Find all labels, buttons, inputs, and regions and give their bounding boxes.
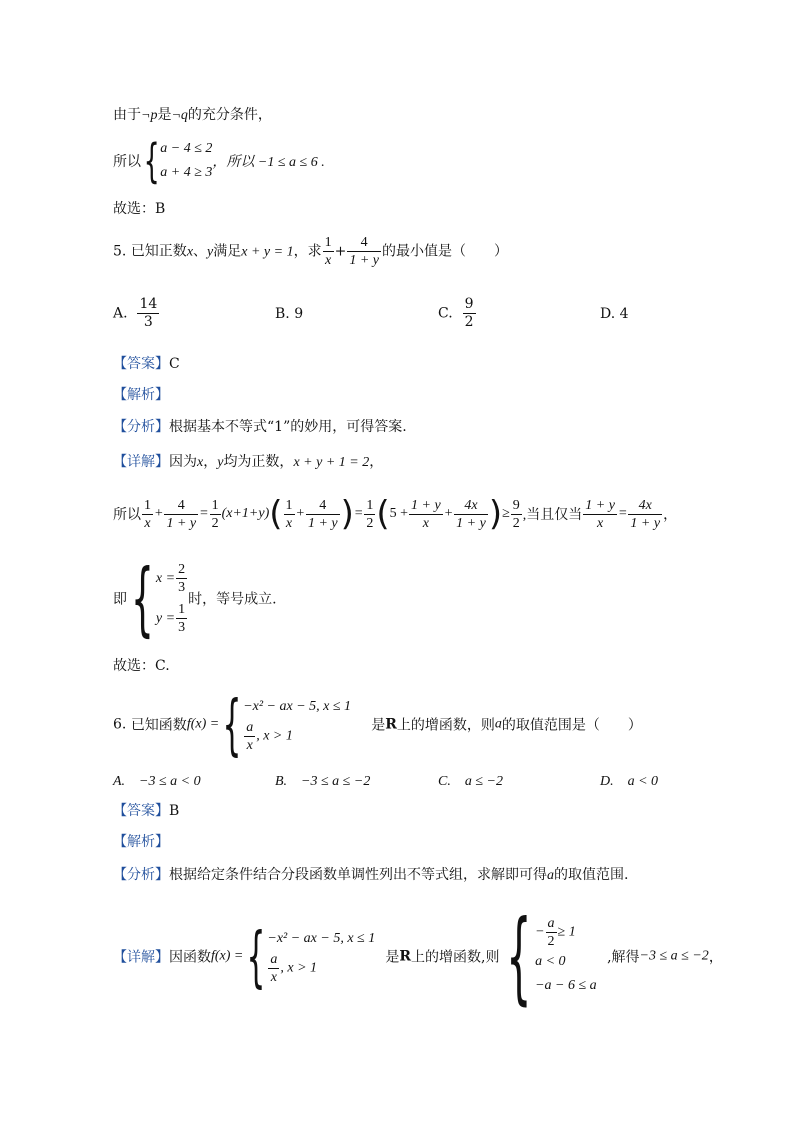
option-c: C. a ≤ −2 (438, 774, 503, 789)
calc-line: 所以 $\frac{1}{x}$ + $\frac{4}{1 + y}$ = $\frac{1}{2}$ (x+1+y)( $\frac{1}{x}$ + $\frac{4}{1 + y}$ )= $\frac{1}{2}$ (5 + $\frac{1 + y}{x}$ + $\frac{4x}{1 + y}$ )≥ $\frac{9}{2}$ ,当且仅当 $\frac{1 + y}{x}$ = $\frac{4x}{1 + y}$ ， (113, 494, 678, 534)
option-d: D. 4 (600, 306, 629, 322)
case-system: a − 4 ≤ 2 a + 4 ≥ 3 (160, 141, 213, 180)
text-line: 所以{ a − 4 ≤ 2 a + 4 ≥ 3 ，所以 −1 ≤ a ≤ 6 . (113, 134, 325, 188)
text: 由于 (113, 107, 141, 123)
equality-condition: 即{ x = $\frac{2}{3}$ y = $\frac{1}{3}$ 时，等号成立. (113, 552, 277, 645)
detail: 【详解】因为x，y均为正数，x + y + 1 = 2， (113, 454, 384, 470)
jiexi: 【解析】 (113, 387, 169, 403)
text-line: 故选：C. (113, 658, 170, 674)
detail: 【详解】因函数f(x) ={ −x² − ax − 5, x ≤ 1 $\frac{a}{x}$ , x > 1 是R上的增函数,则{ − $\frac{a}{2}$ ≥ 1 a < 0 −a − 6 ≤ a ,解得−3 ≤ a ≤ −2， (113, 898, 723, 1015)
answer: 【答案】C (113, 356, 180, 372)
math: ，所以 −1 ≤ a ≤ 6 . (212, 155, 325, 170)
fenxi: 【分析】根据给定条件结合分段函数单调性列出不等式组，求解即可得a的取值范围. (113, 867, 629, 883)
option-d: D. a < 0 (600, 774, 659, 789)
option-b: B. −3 ≤ a ≤ −2 (275, 774, 371, 789)
question-5: 5. 已知正数x、y满足x + y = 1，求 $\frac{1}{x}$ + $\frac{4}{1 + y}$ 的最小值是（ ） (113, 235, 508, 268)
text: 是 (157, 107, 172, 123)
text-line: 故选：B (113, 201, 166, 217)
math: ¬q (171, 108, 188, 123)
answer: 【答案】B (113, 803, 180, 819)
jiexi: 【解析】 (113, 834, 169, 850)
option-a: A. $\frac{14}{3}$ (113, 296, 158, 330)
math: ¬p (141, 108, 158, 123)
text: 的充分条件， (187, 107, 272, 123)
option-b: B. 9 (275, 306, 304, 322)
text: 所以 (113, 154, 141, 170)
option-a: A. −3 ≤ a < 0 (113, 774, 201, 789)
text-line (113, 104, 272, 124)
option-c: C. $\frac{9}{2}$ (438, 296, 474, 330)
fenxi: 【分析】根据基本不等式“1”的妙用，可得答案. (113, 419, 407, 435)
question-6: 6. 已知函数f(x) ={ −x² − ax − 5, x ≤ 1 $\frac{a}{x}$ , x > 1 是R上的增函数，则a的取值范围是（ ） (113, 686, 642, 763)
